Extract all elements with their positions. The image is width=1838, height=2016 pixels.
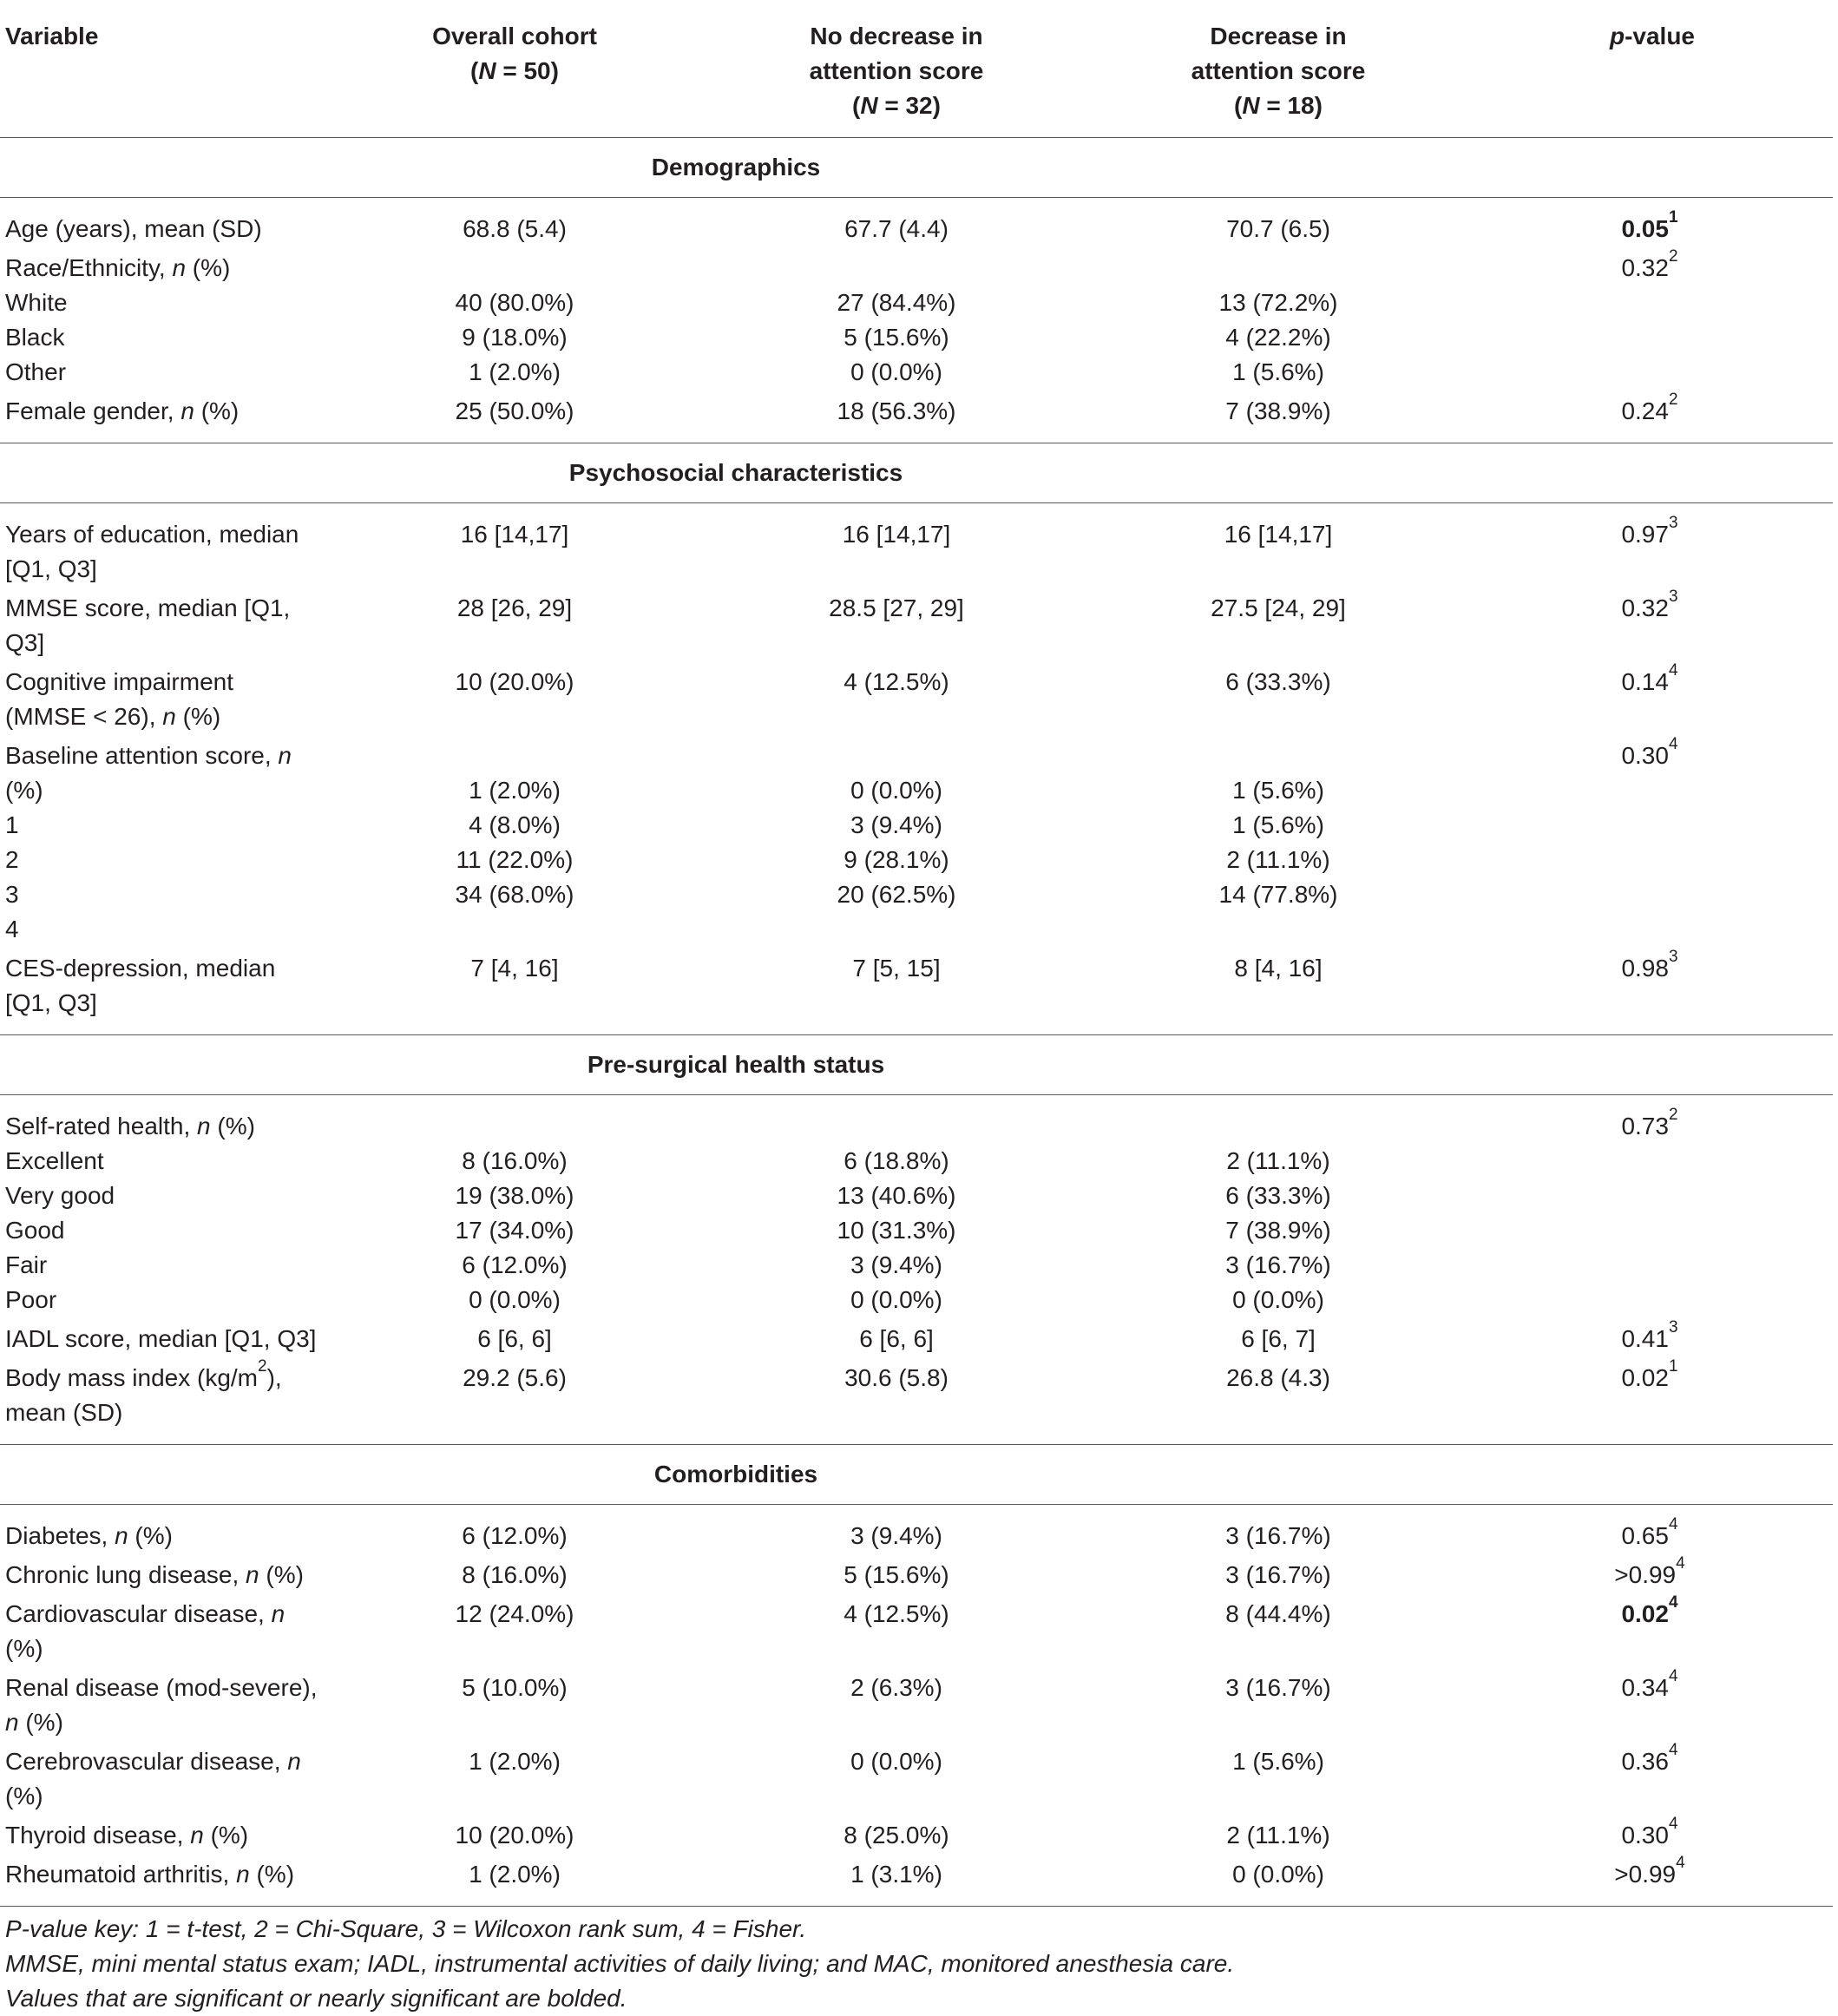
p-value-test-key: 4 [1668, 661, 1678, 680]
overall-value: 7 [4, 16] [470, 955, 559, 982]
p-value [1467, 1179, 1833, 1213]
p-value [1467, 1213, 1833, 1248]
decrease-value: 3 (16.7%) [1225, 1251, 1331, 1278]
table-header [0, 16, 1833, 138]
decrease-value: 7 (38.9%) [1225, 1217, 1331, 1244]
table-row [0, 1248, 1833, 1283]
overall-value: 40 (80.0%) [455, 289, 574, 316]
p-value-test-key: 4 [1676, 1554, 1685, 1573]
decrease-value: 6 (33.3%) [1225, 668, 1331, 695]
header-overall-cohort: Overall cohort (N = 50) [432, 23, 597, 84]
p-value-test-key: 4 [1668, 1741, 1678, 1759]
p-value [1467, 1248, 1833, 1283]
p-value: 0.02$^1$ [1621, 1357, 1678, 1391]
p-value-test-key: 4 [1668, 1667, 1678, 1685]
decrease-value: 8 [4, 16] [1234, 955, 1323, 982]
table-row [0, 947, 1833, 1035]
p-value [1467, 1144, 1833, 1179]
no-decrease-value: 5 (15.6%) [844, 1561, 949, 1588]
overall-value: 1 (2.0%) 4 (8.0%) 11 (22.0%) 34 (68.0%) [455, 777, 574, 908]
decrease-value: 16 [14,17] [1224, 521, 1333, 548]
section-psychosocial-characteristics [0, 443, 1833, 503]
row-label: Age (years), mean (SD) [5, 215, 262, 242]
p-value: 0.32$^3$ [1621, 588, 1678, 621]
decrease-value [1085, 1095, 1467, 1145]
overall-value: 6 (12.0%) [462, 1251, 568, 1278]
table-row [0, 1505, 1833, 1554]
no-decrease-value: 10 (31.3%) [837, 1217, 956, 1244]
no-decrease-value: 3 (9.4%) [850, 1251, 942, 1278]
no-decrease-value [703, 246, 1085, 286]
section-spacer [1467, 1445, 1833, 1505]
p-value [1467, 355, 1833, 390]
p-value-test-key: 2 [1668, 247, 1678, 266]
row-label: Renal disease (mod-severe), n (%) [5, 1674, 318, 1736]
row-label: Other [5, 358, 67, 385]
p-value: 0.34$^4$ [1621, 1667, 1678, 1701]
row-label: Cardiovascular disease, n (%) [5, 1600, 286, 1662]
overall-value: 6 [6, 6] [477, 1325, 552, 1352]
row-label: CES-depression, median [Q1, Q3] [5, 955, 276, 1016]
p-value: 0.98$^3$ [1621, 948, 1678, 982]
row-label: Chronic lung disease, n (%) [5, 1561, 304, 1588]
p-value [1467, 1283, 1833, 1317]
decrease-value: 27.5 [24, 29] [1211, 594, 1346, 621]
row-label: Body mass index $(kg/m^2)$, mean (SD) [5, 1357, 282, 1426]
no-decrease-value: 6 (18.8%) [844, 1147, 949, 1174]
row-label: Years of education, median [Q1, Q3] [5, 521, 299, 582]
decrease-value: 3 (16.7%) [1225, 1674, 1331, 1701]
decrease-value: 3 (16.7%) [1225, 1522, 1331, 1549]
section-demographics [0, 138, 1833, 198]
overall-value: 8 (16.0%) [462, 1147, 568, 1174]
section-spacer [1467, 443, 1833, 503]
overall-value: 25 (50.0%) [455, 397, 574, 424]
p-value: 0.36$^4$ [1621, 1741, 1678, 1775]
section-title: Demographics [651, 154, 821, 181]
overall-value: 5 (10.0%) [462, 1674, 568, 1701]
table-row [0, 355, 1833, 390]
section-comorbidities [0, 1445, 1833, 1505]
overall-value [321, 246, 703, 286]
decrease-value: 1 (5.6%) [1232, 1748, 1324, 1775]
table-row [0, 1179, 1833, 1213]
overall-value: 10 (20.0%) [455, 668, 574, 695]
no-decrease-value: 16 [14,17] [842, 521, 951, 548]
overall-value: 1 (2.0%) [469, 1748, 561, 1775]
overall-value: 29.2 (5.6) [463, 1364, 567, 1391]
overall-value: 28 [26, 29] [456, 594, 573, 621]
section-spacer [1467, 138, 1833, 198]
table-row [0, 1283, 1833, 1317]
table-row [0, 587, 1833, 660]
table-row [0, 1095, 1833, 1145]
p-value-test-key: 3 [1668, 1318, 1678, 1336]
p-value: 0.05$^1$ [1621, 208, 1678, 242]
overall-value: 16 [14,17] [460, 521, 569, 548]
overall-value [321, 1095, 703, 1145]
p-value: 0.41$^3$ [1621, 1318, 1678, 1352]
table-row [0, 1592, 1833, 1666]
p-value: $>0.99^4$ [1614, 1554, 1685, 1588]
p-value-test-key: 3 [1668, 588, 1678, 606]
row-label: Cognitive impairment (MMSE < 26), n (%) [5, 668, 233, 730]
decrease-value: 0 (0.0%) [1232, 1861, 1324, 1888]
table-row [0, 1317, 1833, 1356]
overall-value: 12 (24.0%) [455, 1600, 574, 1627]
p-value-test-key: 1 [1668, 1357, 1678, 1376]
no-decrease-value: 0 (0.0%) 3 (9.4%) 9 (28.1%) 20 (62.5%) [837, 777, 956, 908]
p-value: 0.32$^2$ [1621, 247, 1678, 281]
row-label: Excellent [5, 1147, 104, 1174]
p-value: 0.14$^4$ [1621, 661, 1678, 695]
p-value: 0.73$^2$ [1621, 1106, 1678, 1139]
no-decrease-value: 5 (15.6%) [844, 324, 949, 351]
table-row [0, 246, 1833, 286]
footnote-bolded-values: Values that are significant or nearly significant are bolded. [5, 1985, 627, 2012]
header-no-decrease: No decrease in attention score (N = 32) [809, 23, 984, 119]
no-decrease-value: 28.5 [27, 29] [829, 594, 964, 621]
row-label: Rheumatoid arthritis, n (%) [5, 1861, 295, 1888]
no-decrease-value: 4 (12.5%) [844, 1600, 949, 1627]
no-decrease-value: 3 (9.4%) [850, 1522, 942, 1549]
p-value-test-key: 2 [1668, 391, 1678, 409]
p-value-test-key: 3 [1668, 948, 1678, 966]
decrease-value [1085, 246, 1467, 286]
decrease-value: 4 (22.2%) [1225, 324, 1331, 351]
p-value: 0.30$^4$ [1621, 1815, 1678, 1849]
table-row [0, 1213, 1833, 1248]
overall-value: 1 (2.0%) [469, 358, 561, 385]
table-row [0, 503, 1833, 588]
no-decrease-value: 0 (0.0%) [850, 1748, 942, 1775]
table-row [0, 320, 1833, 355]
p-value-test-key: 2 [1668, 1106, 1678, 1124]
no-decrease-value: 6 [6, 6] [859, 1325, 934, 1352]
footnote-abbreviations: MMSE, mini mental status exam; IADL, instrumental activities of daily living; and MAC, monitored anesthesia care. [5, 1950, 1235, 1977]
p-value-test-key: 4 [1668, 735, 1678, 753]
section-title: Comorbidities [653, 1461, 818, 1487]
table-row [0, 198, 1833, 247]
overall-value: 68.8 (5.4) [463, 215, 567, 242]
section-title: Psychosocial characteristics [568, 459, 903, 486]
row-label: Thyroid disease, n (%) [5, 1822, 249, 1849]
decrease-value: 0 (0.0%) [1232, 1286, 1324, 1313]
no-decrease-value: 2 (6.3%) [850, 1674, 942, 1701]
table-row [0, 390, 1833, 443]
cohort-characteristics-table [0, 16, 1833, 1907]
no-decrease-value [703, 1095, 1085, 1145]
p-value: 0.02$^4$ [1621, 1593, 1678, 1627]
p-value-test-key: 3 [1668, 514, 1678, 532]
no-decrease-value: 30.6 (5.8) [844, 1364, 949, 1391]
no-decrease-value: 0 (0.0%) [850, 358, 942, 385]
overall-value: 17 (34.0%) [455, 1217, 574, 1244]
section-spacer [1467, 1035, 1833, 1095]
p-value: 0.65$^4$ [1621, 1515, 1678, 1549]
decrease-value: 6 [6, 7] [1241, 1325, 1316, 1352]
decrease-value: 8 (44.4%) [1225, 1600, 1331, 1627]
table-footnotes [0, 1907, 1838, 2016]
table-row [0, 1553, 1833, 1592]
p-value-test-key: 4 [1668, 1593, 1678, 1612]
p-value [1467, 286, 1833, 320]
no-decrease-value: 18 (56.3%) [837, 397, 956, 424]
row-label: IADL score, median [Q1, Q3] [5, 1325, 317, 1352]
row-label: Self-rated health, n (%) [5, 1113, 255, 1139]
no-decrease-value: 1 (3.1%) [850, 1861, 942, 1888]
decrease-value: 7 (38.9%) [1225, 397, 1331, 424]
row-label: Good [5, 1217, 65, 1244]
decrease-value: 2 (11.1%) [1226, 1147, 1330, 1174]
table-row [0, 1740, 1833, 1814]
overall-value: 6 (12.0%) [462, 1522, 568, 1549]
decrease-value: 70.7 (6.5) [1226, 215, 1330, 242]
no-decrease-value: 8 (25.0%) [844, 1822, 949, 1849]
p-value [1467, 320, 1833, 355]
table-row [0, 286, 1833, 320]
p-value-test-key: 4 [1668, 1815, 1678, 1833]
table-row [0, 734, 1833, 947]
overall-value: 19 (38.0%) [455, 1182, 574, 1209]
row-label: Poor [5, 1286, 57, 1313]
no-decrease-value: 4 (12.5%) [844, 668, 949, 695]
overall-value: 1 (2.0%) [469, 1861, 561, 1888]
section-title: Pre-surgical health status [587, 1051, 885, 1078]
no-decrease-value: 7 [5, 15] [852, 955, 941, 982]
row-label: Cerebrovascular disease, n (%) [5, 1748, 301, 1809]
table-row [0, 1144, 1833, 1179]
row-label: Race/Ethnicity, n (%) [5, 254, 231, 281]
decrease-value: 1 (5.6%) 1 (5.6%) 2 (11.1%) 14 (77.8%) [1218, 777, 1338, 908]
footnote-pvalue-key: P-value key: 1 = t-test, 2 = Chi-Square, 3 = Wilcoxon rank sum, 4 = Fisher. [5, 1915, 807, 1942]
header-p-value: p-value [1609, 23, 1696, 49]
row-label: White [5, 289, 68, 316]
header-variable: Variable [5, 23, 99, 49]
section-pre-surgical-health-status [0, 1035, 1833, 1095]
table-row [0, 1814, 1833, 1853]
row-label: MMSE score, median [Q1, Q3] [5, 594, 291, 656]
overall-value: 0 (0.0%) [469, 1286, 561, 1313]
row-label: Very good [5, 1182, 115, 1209]
table-row [0, 660, 1833, 734]
p-value-test-key: 4 [1676, 1854, 1685, 1872]
row-label: Fair [5, 1251, 48, 1278]
no-decrease-value: 67.7 (4.4) [844, 215, 949, 242]
table-body [0, 138, 1833, 1907]
overall-value: 10 (20.0%) [455, 1822, 574, 1849]
overall-value: 9 (18.0%) [462, 324, 568, 351]
decrease-value: 2 (11.1%) [1226, 1822, 1330, 1849]
no-decrease-value: 27 (84.4%) [837, 289, 956, 316]
p-value-test-key: 1 [1668, 208, 1678, 227]
decrease-value: 13 (72.2%) [1218, 289, 1338, 316]
p-value: 0.97$^3$ [1621, 514, 1678, 548]
p-value: 0.24$^2$ [1621, 391, 1678, 424]
row-label: Black [5, 324, 65, 351]
decrease-value: 1 (5.6%) [1232, 358, 1324, 385]
no-decrease-value: 13 (40.6%) [837, 1182, 956, 1209]
p-value-test-key: 4 [1668, 1515, 1678, 1533]
overall-value: 8 (16.0%) [462, 1561, 568, 1588]
table-row [0, 1853, 1833, 1907]
no-decrease-value: 0 (0.0%) [850, 1286, 942, 1313]
row-label: Female gender, n (%) [5, 397, 240, 424]
table-row [0, 1666, 1833, 1740]
decrease-value: 26.8 (4.3) [1226, 1364, 1330, 1391]
p-value: 0.30$^4$ [1621, 735, 1678, 769]
decrease-value: 3 (16.7%) [1225, 1561, 1331, 1588]
header-decrease: Decrease in attention score (N = 18) [1191, 23, 1366, 119]
row-label: Baseline attention score, n (%) 1 2 3 4 [5, 742, 292, 942]
table-row [0, 1356, 1833, 1445]
row-label: Diabetes, n (%) [5, 1522, 173, 1549]
p-value: $>0.99^4$ [1614, 1854, 1685, 1888]
decrease-value: 6 (33.3%) [1225, 1182, 1331, 1209]
